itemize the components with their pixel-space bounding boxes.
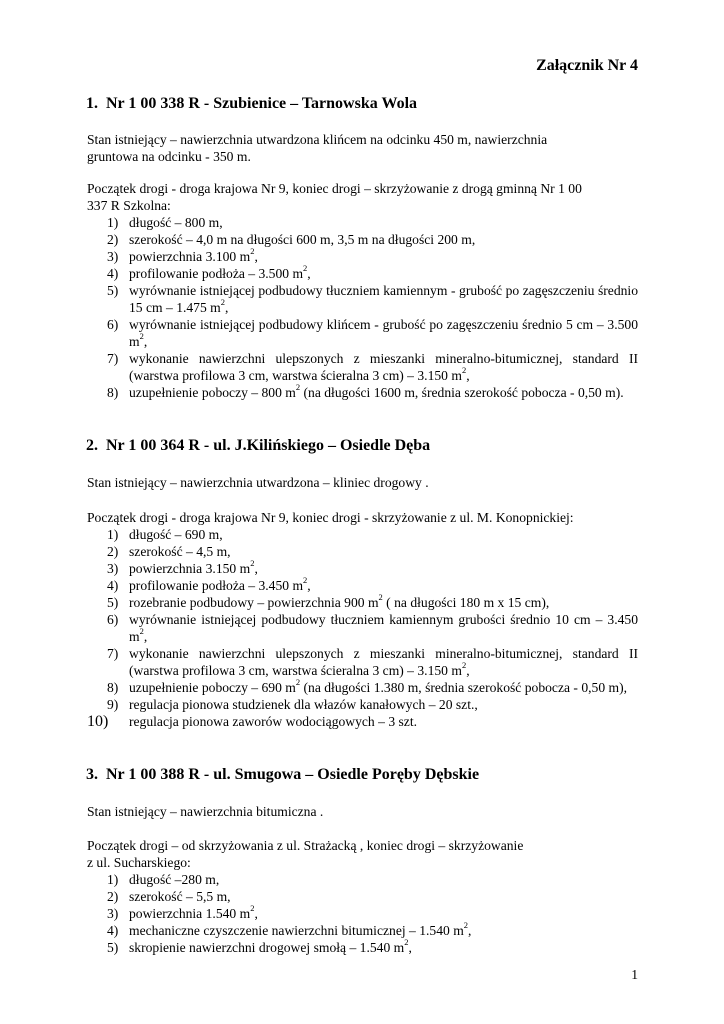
list-item-text: regulacja pionowa zaworów wodociągowych – 3 szt.: [129, 714, 418, 729]
list-item-number: 8): [107, 680, 119, 695]
list-item-text-after: ,: [254, 561, 258, 576]
list-item-number: 1): [107, 527, 119, 542]
list-item-text: szerokość – 4,5 m,: [129, 544, 231, 559]
list-item-text: wyrównanie istniejącej podbudowy tłuczniem kamiennym grubości średnio 10 cm – 3.450 m: [129, 612, 638, 644]
list-item: [87, 713, 638, 730]
section-1-list: [87, 214, 638, 401]
list-item-number: 7): [107, 351, 119, 366]
list-item-text-after: ,: [307, 578, 311, 593]
section-number: 3.: [86, 766, 98, 783]
unit-exponent: 2: [139, 626, 144, 637]
list-item-number: 1): [107, 215, 119, 230]
unit-exponent: 2: [139, 331, 144, 342]
list-item-text: profilowanie podłoża – 3.500 m: [129, 266, 304, 281]
unit-exponent: 2: [378, 592, 383, 603]
list-item-text-after: ,: [143, 629, 148, 644]
list-item-text: długość – 800 m,: [129, 215, 223, 230]
list-item-text: powierzchnia 3.150 m: [129, 561, 251, 576]
start-line: Początek drogi - droga krajowa Nr 9, koniec drogi – skrzyżowanie z drogą gminną Nr 1 00: [87, 181, 582, 196]
list-item: [87, 350, 638, 384]
section-title: Nr 1 00 388 R - ul. Smugowa – Osiedle Poręby Dębskie: [106, 766, 480, 783]
list-item: [87, 265, 638, 282]
list-item-text-after: ,: [466, 368, 470, 383]
list-item-text-after: ,: [225, 300, 229, 315]
unit-exponent: 2: [220, 297, 226, 308]
start-line: z ul. Sucharskiego:: [87, 855, 191, 870]
list-item-text: szerokość – 4,0 m na długości 600 m, 3,5 m na długości 200 m,: [129, 232, 476, 247]
list-item-text-after: ,: [307, 266, 311, 281]
list-item-text: mechaniczne czyszczenie nawierzchni bitumicznej – 1.540 m: [129, 923, 464, 938]
list-item-text: długość – 690 m,: [129, 527, 223, 542]
unit-exponent: 2: [404, 937, 409, 948]
list-item-text: wyrównanie istniejącej podbudowy klińcem - grubość po zagęszczeniu średnio 5 cm – 3.500 m: [129, 317, 638, 349]
list-item: [87, 384, 638, 401]
section-3-list: [87, 871, 638, 956]
state-line: Stan istniejący – nawierzchnia bitumiczna .: [87, 804, 324, 819]
list-item-text: regulacja pionowa studzienek dla włazów kanałowych – 20 szt.,: [129, 697, 478, 712]
section-2-state: [87, 474, 638, 491]
list-item-text-after: (na długości 1600 m, średnia szerokość pobocza - 0,50 m).: [300, 385, 624, 400]
unit-exponent: 2: [303, 263, 308, 274]
list-item-number: 6): [107, 317, 119, 332]
section-title: Nr 1 00 364 R - ul. J.Kilińskiego – Osiedle Dęba: [106, 437, 431, 454]
start-line: Początek drogi – od skrzyżowania z ul. Strażacką , koniec drogi – skrzyżowanie: [87, 838, 524, 853]
list-item: [87, 696, 638, 713]
section-1-state: [87, 131, 638, 165]
list-item: [87, 526, 638, 543]
section-3-start: [87, 837, 638, 871]
list-item-text: profilowanie podłoża – 3.450 m: [129, 578, 304, 593]
list-item: [87, 543, 638, 560]
list-item-text: uzupełnienie poboczy – 690 m: [129, 680, 296, 695]
unit-exponent: 2: [461, 365, 467, 376]
list-item: [87, 248, 638, 265]
list-item-number: 8): [107, 385, 119, 400]
list-item-text: powierzchnia 3.100 m: [129, 249, 251, 264]
list-item-text: powierzchnia 1.540 m: [129, 906, 251, 921]
list-item-text: szerokość – 5,5 m,: [129, 889, 231, 904]
unit-exponent: 2: [250, 246, 255, 257]
unit-exponent: 2: [250, 903, 255, 914]
section-number: 1.: [86, 95, 98, 112]
list-item-number: 10): [87, 713, 109, 730]
section-3-heading: [86, 765, 480, 785]
start-line: 337 R Szkolna:: [87, 198, 171, 213]
list-item-number: 6): [107, 612, 119, 627]
unit-exponent: 2: [295, 382, 301, 393]
list-item-number: 3): [107, 249, 119, 264]
list-item: [87, 905, 638, 922]
unit-exponent: 2: [295, 677, 301, 688]
section-2-list: [87, 526, 638, 730]
list-item-number: 5): [107, 595, 119, 610]
list-item-number: 2): [107, 889, 119, 904]
section-number: 2.: [86, 437, 98, 454]
list-item: [87, 560, 638, 577]
list-item-number: 9): [107, 697, 119, 712]
annex-title: Załącznik Nr 4: [536, 57, 638, 74]
list-item-number: 1): [107, 872, 119, 887]
state-line: Stan istniejący – nawierzchnia utwardzona klińcem na odcinku 450 m, nawierzchnia: [87, 132, 548, 147]
list-item-text: długość –280 m,: [129, 872, 220, 887]
section-2-heading: [86, 436, 431, 456]
list-item: [87, 645, 638, 679]
list-item: [87, 316, 638, 350]
list-item-text: skropienie nawierzchni drogowej smołą – 1.540 m: [129, 940, 405, 955]
section-2-start: [87, 509, 638, 526]
list-item: [87, 888, 638, 905]
list-item: [87, 611, 638, 645]
state-line: Stan istniejący – nawierzchnia utwardzona – kliniec drogowy .: [87, 475, 429, 490]
list-item: [87, 214, 638, 231]
list-item-text-after: ,: [143, 334, 148, 349]
list-item: [87, 594, 638, 611]
list-item-text-after: ,: [254, 906, 258, 921]
unit-exponent: 2: [250, 558, 255, 569]
list-item-text: wykonanie nawierzchni ulepszonych z mieszanki mineralno-bitumicznej, standard II (warstwa profilowa 3 cm, warstwa ścieralna 3 cm) – 3.150 m: [129, 646, 638, 678]
list-item-text-after: ,: [254, 249, 258, 264]
list-item-number: 2): [107, 544, 119, 559]
section-1-heading: [86, 94, 418, 114]
list-item-number: 5): [107, 283, 119, 298]
list-item-number: 4): [107, 578, 119, 593]
page-number: 1: [631, 967, 638, 982]
list-item: [87, 679, 638, 696]
list-item-number: 7): [107, 646, 119, 661]
list-item: [87, 577, 638, 594]
list-item: [87, 282, 638, 316]
unit-exponent: 2: [463, 920, 469, 931]
list-item-text: uzupełnienie poboczy – 800 m: [129, 385, 296, 400]
list-item-text-after: (na długości 1.380 m, średnia szerokość pobocza - 0,50 m),: [300, 680, 628, 695]
list-item-number: 2): [107, 232, 119, 247]
section-3-state: [87, 803, 638, 820]
list-item-number: 5): [107, 940, 119, 955]
list-item: [87, 922, 638, 939]
list-item: [87, 871, 638, 888]
section-1-start: [87, 180, 638, 214]
section-title: Nr 1 00 338 R - Szubienice – Tarnowska Wola: [106, 95, 418, 112]
list-item-text: rozebranie podbudowy – powierzchnia 900 m: [129, 595, 379, 610]
unit-exponent: 2: [303, 575, 308, 586]
list-item-number: 3): [107, 906, 119, 921]
unit-exponent: 2: [461, 660, 467, 671]
list-item-text: wykonanie nawierzchni ulepszonych z mieszanki mineralno-bitumicznej, standard II (warstwa profilowa 3 cm, warstwa ścieralna 3 cm) – 3.150 m: [129, 351, 638, 383]
list-item: [87, 939, 638, 956]
list-item: [87, 231, 638, 248]
list-item-text-after: ,: [468, 923, 472, 938]
list-item-text-after: ,: [408, 940, 412, 955]
list-item-number: 4): [107, 923, 119, 938]
state-line: gruntowa na odcinku - 350 m.: [87, 149, 251, 164]
list-item-text: wyrównanie istniejącej podbudowy tłuczniem kamiennym - grubość po zagęszczeniu średnio 15 cm – 1.475 m: [129, 283, 638, 315]
list-item-text-after: ( na długości 180 m x 15 cm),: [382, 595, 550, 610]
list-item-number: 4): [107, 266, 119, 281]
list-item-text-after: ,: [466, 663, 470, 678]
start-line: Początek drogi - droga krajowa Nr 9, koniec drogi - skrzyżowanie z ul. M. Konopnickiej:: [87, 510, 574, 525]
list-item-number: 3): [107, 561, 119, 576]
